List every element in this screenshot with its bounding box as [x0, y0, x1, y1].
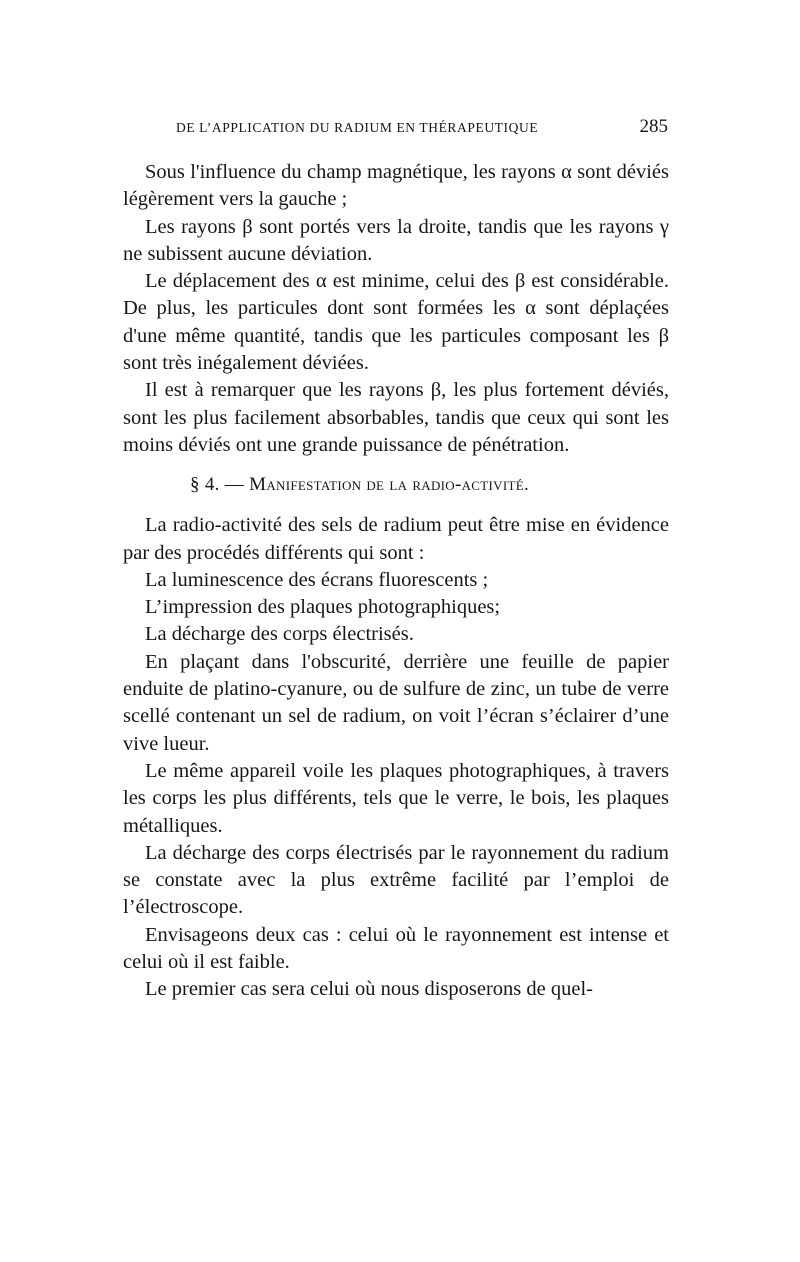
paragraph: Les rayons β sont portés vers la droite, tandis que les rayons γ ne subissent aucune déviation.: [123, 215, 669, 265]
paragraph: Envisageons deux cas : celui où le rayonnement est intense et celui où il est faible.: [123, 923, 669, 974]
section-label: § 4. —: [190, 474, 245, 496]
paragraph: La décharge des corps électrisés par le rayonnement du radium se constate avec la plus extrême facilité par l’emploi de l’électroscope.: [123, 841, 669, 919]
page-number: 285: [639, 116, 668, 137]
paragraph: La luminescence des écrans fluorescents ;: [145, 568, 489, 591]
section-heading: [123, 472, 669, 498]
running-header: [176, 118, 668, 140]
paragraph: Le déplacement des α est minime, celui des β est considérable. De plus, les particules dont sont formées les α sont déplaçées d'une même quantité, tandis que les particules composant les β sont très inégalement déviées.: [123, 270, 669, 375]
paragraph: Il est à remarquer que les rayons β, les plus fortement déviés, sont les plus facilement absorbables, tandis que ceux qui sont les moins déviés ont une grande puissance de pénétration.: [123, 379, 669, 456]
paragraph: L’impression des plaques photographiques;: [145, 596, 501, 619]
paragraph: Le premier cas sera celui où nous disposerons de quel-: [145, 978, 594, 1001]
paragraph: En plaçant dans l'obscurité, derrière une feuille de papier enduite de platino-cyanure, ou de sulfure de zinc, un tube de verre scellé contenant un sel de radium, on voit l’écran s’éclairer d’une vive lueur.: [123, 650, 669, 755]
paragraph: Le même appareil voile les plaques photographiques, à travers les corps les plus différents, tels que le verre, le bois, les plaques métalliques.: [123, 759, 669, 837]
section-title: Manifestation de la radio-activité.: [249, 474, 529, 496]
body-text: [123, 159, 669, 1004]
running-title: DE L’APPLICATION DU RADIUM EN THÉRAPEUTIQUE: [176, 120, 539, 135]
paragraph: Sous l'influence du champ magnétique, les rayons α sont déviés légèrement vers la gauche ;: [123, 161, 669, 211]
paragraph: La radio-activité des sels de radium peut être mise en évidence par des procédés différents qui sont :: [123, 514, 669, 564]
paragraph: La décharge des corps électrisés.: [145, 623, 414, 646]
